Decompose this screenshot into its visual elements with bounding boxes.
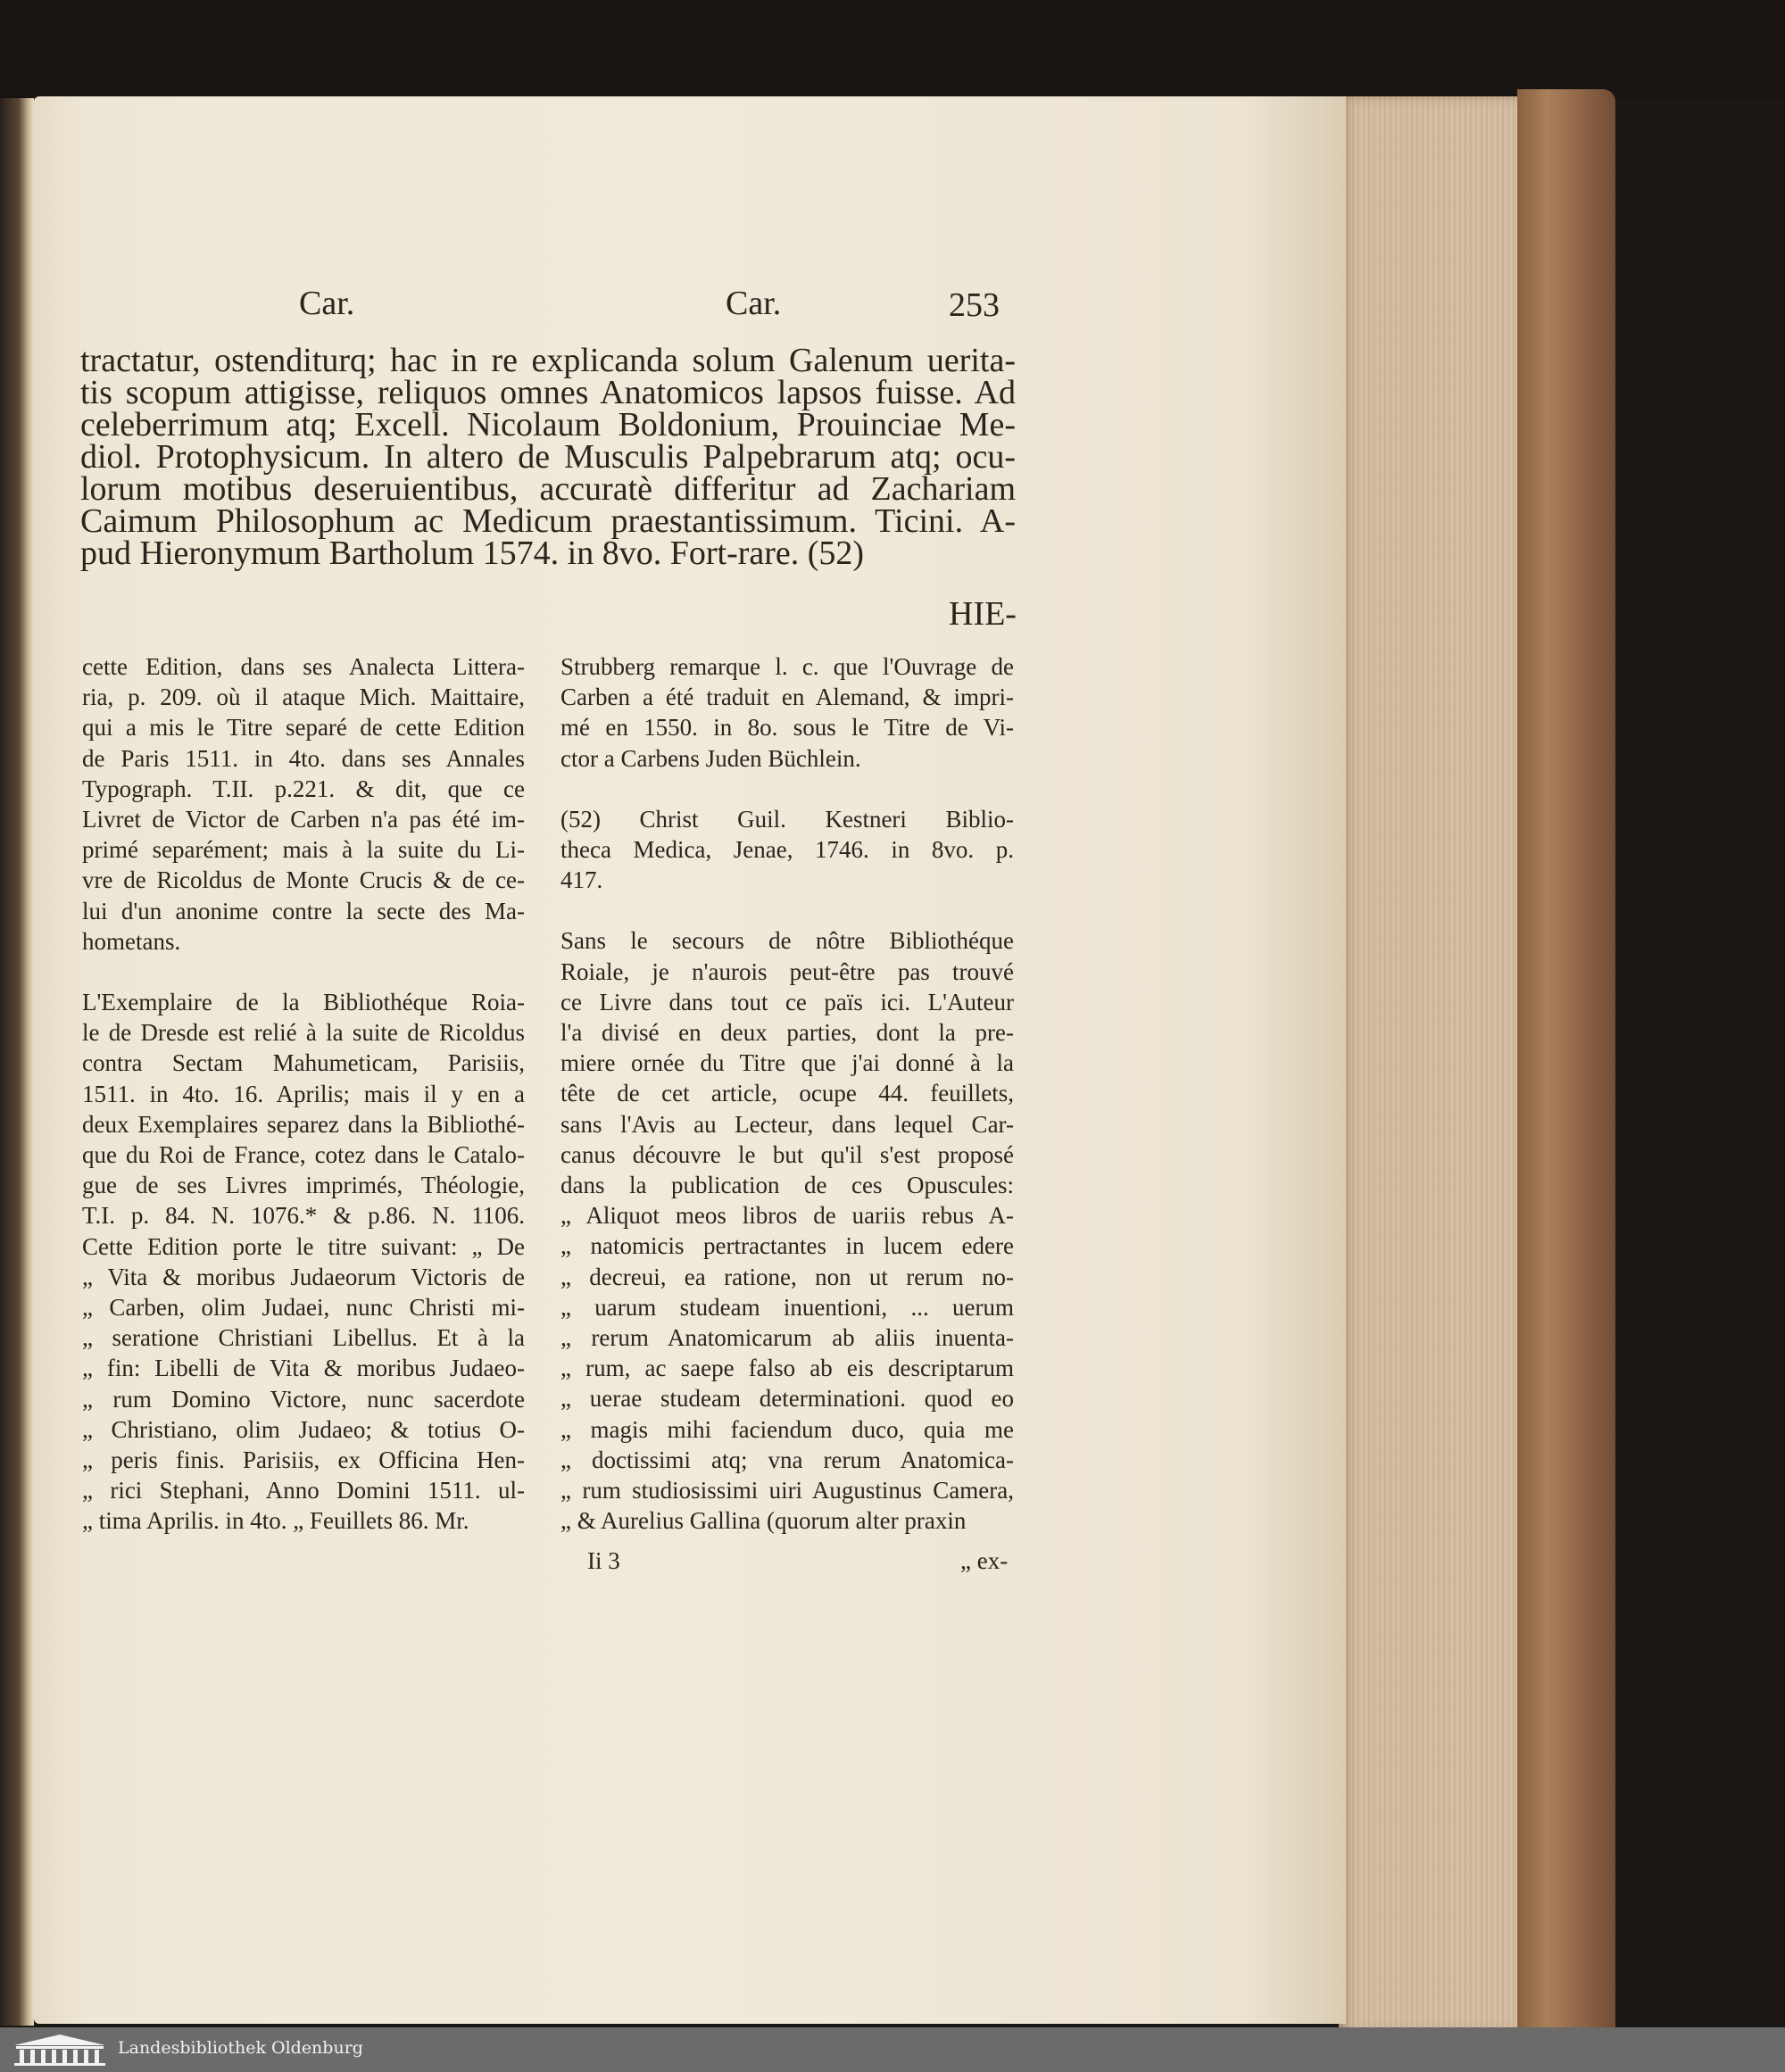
main-text-line: diol. Protophysicum. In altero de Musculis Palpebrarum atq; ocu- <box>80 438 1016 476</box>
left-column-line: le de Dresde est relié à la suite de Ricoldus <box>82 1019 525 1047</box>
left-column-line: „ Vita & moribus Judaeorum Victoris de <box>82 1263 525 1290</box>
right-column-line: l'a divisé en deux parties, dont la pre- <box>560 1019 1014 1047</box>
right-column-line: (52) Christ Guil. Kestneri Biblio- <box>560 805 1014 833</box>
right-column-line: „ rum, ac saepe falso ab eis descriptarum <box>560 1355 1014 1382</box>
left-column-line: 1511. in 4to. 16. Aprilis; mais il y en a <box>82 1080 525 1107</box>
main-text-line: lorum motibus deseruientibus, accuratè differitur ad Zachariam <box>80 470 1016 508</box>
right-column <box>560 651 1014 1536</box>
left-column-line: Livret de Victor de Carben n'a pas été im- <box>82 806 525 833</box>
right-column-line: „ doctissimi atq; vna rerum Anatomica- <box>560 1446 1014 1473</box>
right-column-line: „ decreui, ea ratione, non ut rerum no- <box>560 1263 1014 1290</box>
right-column-line: „ rum studiosissimi uiri Augustinus Camera, <box>560 1477 1014 1504</box>
right-column-line <box>560 895 1014 925</box>
left-column-line: „ tima Aprilis. in 4to. „ Feuillets 86. Mr. <box>82 1507 469 1535</box>
left-column-line: ria, p. 209. où il ataque Mich. Maittaire, <box>82 684 525 711</box>
right-column-line: „ uarum studeam inuentioni, ... uerum <box>560 1293 1014 1321</box>
running-head-left: Car. <box>299 285 355 322</box>
left-column-line: „ fin: Libelli de Vita & moribus Judaeo- <box>82 1355 525 1382</box>
main-text-line: pud Hieronymum Bartholum 1574. in 8vo. Fort-rare. (52) <box>80 535 865 572</box>
right-column-line: „ uerae studeam determinationi. quod eo <box>560 1385 1014 1413</box>
right-column-line: dans la publication de ces Opuscules: <box>560 1172 1014 1199</box>
library-name: Landesbibliothek Oldenburg <box>118 2038 363 2058</box>
left-column-line: gue de ses Livres imprimés, Théologie, <box>82 1172 525 1199</box>
right-column-line <box>560 774 1014 804</box>
book-cover-board <box>1517 89 1615 2048</box>
left-column-line: de Paris 1511. in 4to. dans ses Annales <box>82 744 525 772</box>
left-column-line: primé separément; mais à la suite du Li- <box>82 836 525 864</box>
left-column-line: L'Exemplaire de la Bibliothéque Roia- <box>82 989 525 1016</box>
left-column-line: contra Sectam Mahumeticam, Parisiis, <box>82 1049 525 1077</box>
scan-background <box>0 0 1785 98</box>
left-column <box>82 651 525 1537</box>
page-fore-edge <box>1339 96 1526 2033</box>
left-column-line: hometans. <box>82 927 181 955</box>
right-column-line: Roiale, je n'aurois peut-être pas trouvé <box>560 957 1014 985</box>
left-column-line: deux Exemplaires separez dans la Bibliothé- <box>82 1110 525 1138</box>
catchword-bottom: „ ex- <box>960 1547 1009 1574</box>
left-column-line: „ Christiano, olim Judaeo; & totius O- <box>82 1415 525 1443</box>
footer-bar <box>0 2027 1785 2072</box>
main-text-line: Caimum Philosophum ac Medicum praestantissimum. Ticini. A- <box>80 502 1016 540</box>
left-column-line: T.I. p. 84. N. 1076.* & p.86. N. 1106. <box>82 1202 525 1230</box>
main-text-line: tractatur, ostenditurq; hac in re explicanda solum Galenum uerita- <box>80 342 1016 379</box>
page-number: 253 <box>949 286 1000 324</box>
right-column-line: Sans le secours de nôtre Bibliothéque <box>560 927 1014 955</box>
library-building-icon <box>11 2033 109 2067</box>
main-text-line: celeberrimum atq; Excell. Nicolaum Boldonium, Prouinciae Me- <box>80 406 1016 443</box>
left-column-line: „ rici Stephani, Anno Domini 1511. ul- <box>82 1477 525 1504</box>
right-column-line: ce Livre dans tout ce païs ici. L'Auteur <box>560 988 1014 1015</box>
left-column-line: „ peris finis. Parisiis, ex Officina Hen- <box>82 1446 525 1474</box>
left-column-line: Cette Edition porte le titre suivant: „ De <box>82 1232 525 1260</box>
right-column-line: „ natomicis pertractantes in lucem edere <box>560 1232 1014 1260</box>
left-column-line: „ seratione Christiani Libellus. Et à la <box>82 1324 525 1352</box>
left-column-line: „ rum Domino Victore, nunc sacerdote <box>82 1385 525 1413</box>
main-paragraph <box>80 342 1016 572</box>
right-column-line: 417. <box>560 866 603 894</box>
main-text-line: tis scopum attigisse, reliquos omnes Anatomicos lapsos fuisse. Ad <box>80 374 1016 411</box>
left-column-line: „ Carben, olim Judaei, nunc Christi mi- <box>82 1294 525 1322</box>
right-column-line: mé en 1550. in 8o. sous le Titre de Vi- <box>560 714 1014 742</box>
left-column-line: cette Edition, dans ses Analecta Littera- <box>82 653 525 680</box>
right-column-line: Carben a été traduit en Alemand, & impri- <box>560 684 1014 711</box>
running-head-center: Car. <box>726 285 782 322</box>
left-column-line: Typograph. T.II. p.221. & dit, que ce <box>82 775 525 802</box>
left-column-line <box>82 957 525 987</box>
left-column-line: que du Roi de France, cotez dans le Catalo- <box>82 1141 525 1169</box>
right-column-line: canus découvre le but qu'il s'est proposé <box>560 1140 1014 1168</box>
right-column-line: miere ornée du Titre que j'ai donné à la <box>560 1049 1014 1077</box>
right-column-line: Strubberg remarque l. c. que l'Ouvrage de <box>560 653 1014 680</box>
right-column-line: sans l'Avis au Lecteur, dans lequel Car- <box>560 1110 1014 1138</box>
left-column-line: lui d'un anonime contre la secte des Ma- <box>82 897 525 924</box>
right-column-line: ctor a Carbens Juden Büchlein. <box>560 744 861 772</box>
right-column-line: theca Medica, Jenae, 1746. in 8vo. p. <box>560 836 1014 864</box>
left-column-line: vre de Ricoldus de Monte Crucis & de ce- <box>82 866 525 894</box>
right-column-line: „ Aliquot meos libros de uariis rebus A- <box>560 1202 1014 1230</box>
right-column-line: „ rerum Anatomicarum ab aliis inuenta- <box>560 1324 1014 1352</box>
facing-page-edge <box>0 98 34 2026</box>
right-column-line: „ & Aurelius Gallina (quorum alter praxin <box>560 1507 967 1535</box>
left-column-line: qui a mis le Titre separé de cette Edition <box>82 714 525 742</box>
signature-mark: Ii 3 <box>587 1547 620 1574</box>
right-column-line: „ magis mihi faciendum duco, quia me <box>560 1415 1014 1443</box>
right-column-line: tête de cet article, ocupe 44. feuillets, <box>560 1080 1014 1107</box>
catchword-top: HIE- <box>949 595 1017 633</box>
